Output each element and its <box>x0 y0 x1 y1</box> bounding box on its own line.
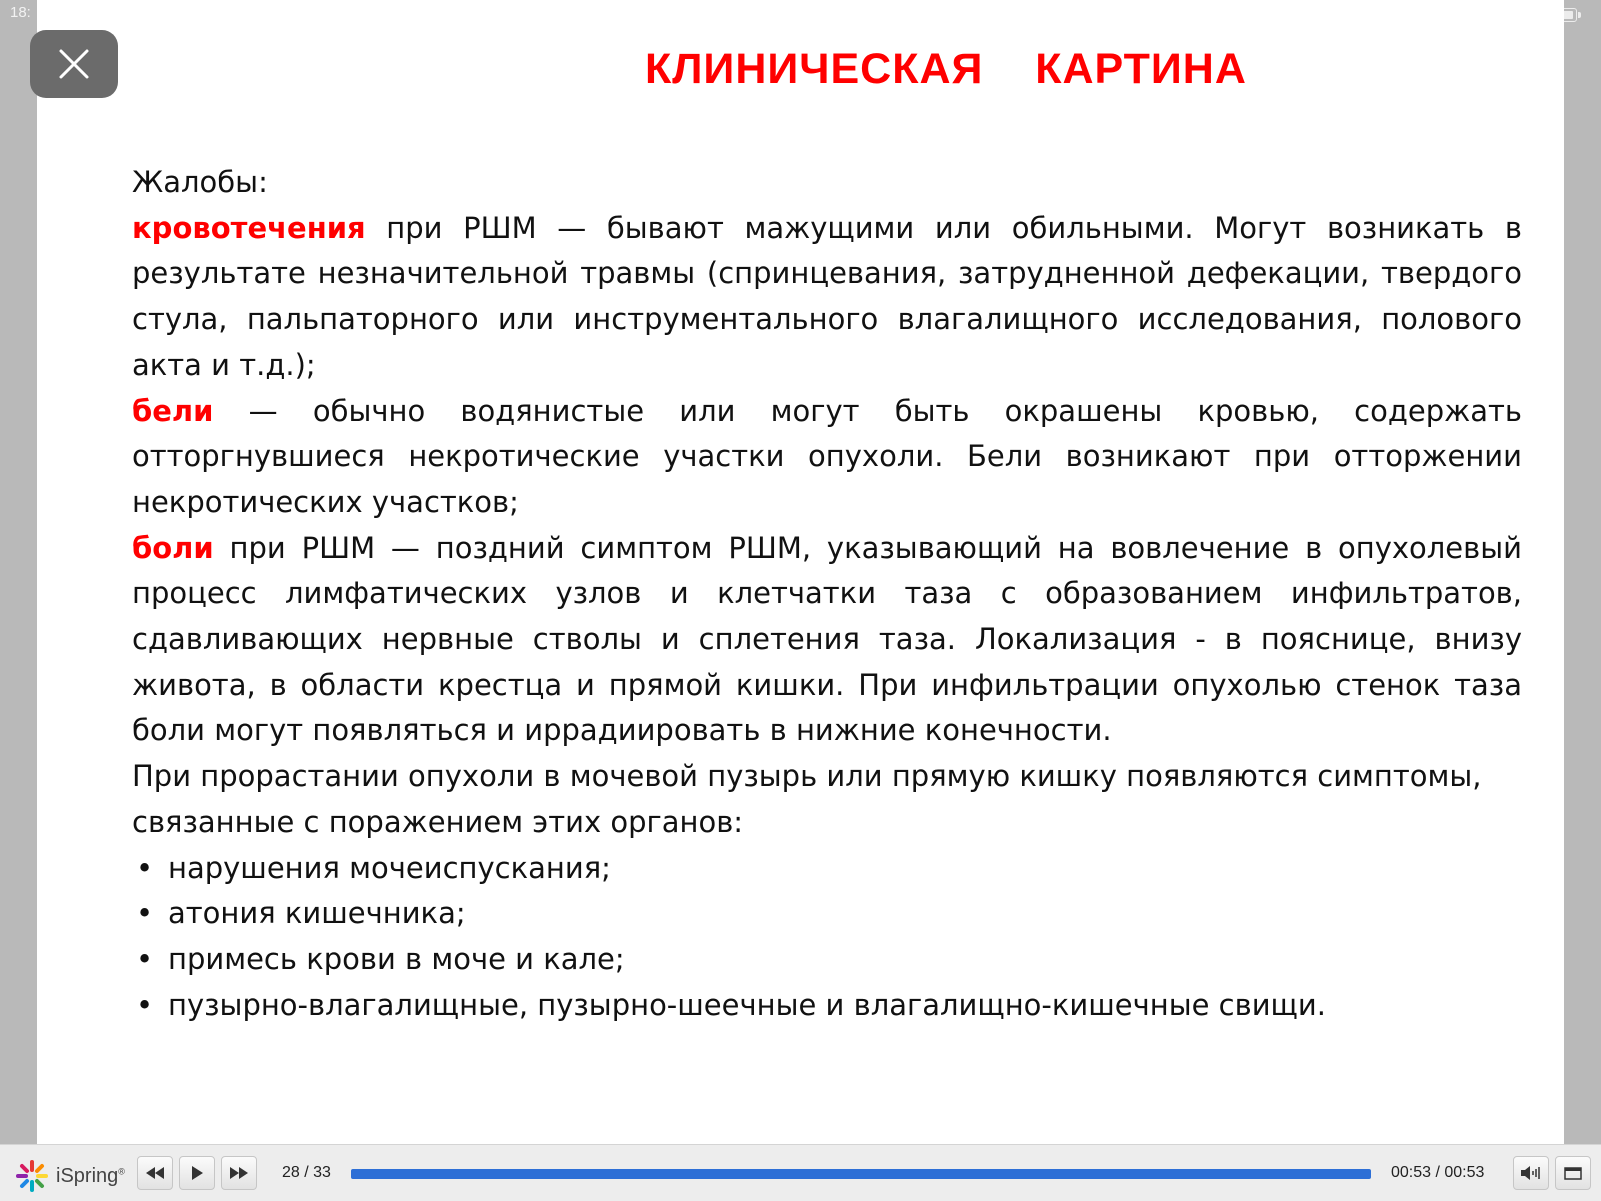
progress-fill <box>351 1169 1371 1179</box>
slide-counter: 28 / 33 <box>282 1164 331 1181</box>
fast-forward-icon <box>229 1166 249 1180</box>
player-bar <box>0 1144 1601 1201</box>
list-item: • нарушения мочеиспускания; <box>132 846 1522 892</box>
next-button[interactable] <box>221 1156 257 1190</box>
play-button[interactable] <box>179 1156 215 1190</box>
bleeding-term: кровотечения <box>132 210 366 245</box>
organs-paragraph: При прорастании опухоли в мочевой пузырь или прямую кишку появляются симптомы, связанные с поражением этих органов: <box>132 759 1482 839</box>
volume-icon <box>1520 1165 1542 1181</box>
discharge-term: бели <box>132 393 214 428</box>
slide-title: КЛИНИЧЕСКАЯ КАРТИНА <box>645 45 1247 93</box>
previous-button[interactable] <box>137 1156 173 1190</box>
status-time: 18: <box>10 4 31 21</box>
bleeding-paragraph <box>132 206 1522 389</box>
slide-canvas <box>37 0 1564 1144</box>
pain-text: при РШМ — поздний симптом РШМ, указывающий на вовлечение в опухолевый процесс лимфатических узлов и клетчатки таза с образованием инфильтратов, сдавливающих нервные стволы и сплетения таза. Локализация - в пояснице, внизу живота, в области крестца и прямой кишки. При инфильтрации опухолью стенок таза боли могут появляться и иррадиировать в нижние конечности. <box>132 530 1522 748</box>
list-item: • примесь крови в моче и кале; <box>132 937 1522 983</box>
symptom-list <box>132 846 1522 1029</box>
close-button[interactable] <box>30 30 118 98</box>
ispring-logo-icon <box>14 1158 50 1194</box>
bleeding-text: при РШМ — бывают мажущими или обильными. Могут возникать в результате незначительной травмы (спринцевания, затрудненной дефекации, твердого стула, пальпаторного или инструментального влагалищного исследования, полового акта и т.д.); <box>132 210 1522 382</box>
discharge-text: — обычно водянистые или могут быть окрашены кровью, содержать отторгнувшиеся некротические участки опухоли. Бели возникают при отторжении некротических участков; <box>132 393 1522 519</box>
fullscreen-button[interactable] <box>1555 1156 1591 1190</box>
pain-paragraph <box>132 526 1522 755</box>
discharge-paragraph <box>132 389 1522 526</box>
play-icon <box>190 1165 204 1181</box>
list-item: • атония кишечника; <box>132 891 1522 937</box>
list-item: • пузырно-влагалищные, пузырно-шеечные и влагалищно-кишечные свищи. <box>132 983 1522 1029</box>
complaints-label: Жалобы: <box>132 165 268 199</box>
fullscreen-icon <box>1563 1165 1583 1181</box>
slide-content <box>132 160 1522 1028</box>
pain-term: боли <box>132 530 214 565</box>
volume-button[interactable] <box>1513 1156 1549 1190</box>
progress-bar[interactable] <box>351 1169 1371 1179</box>
playback-time: 00:53 / 00:53 <box>1391 1164 1485 1181</box>
rewind-icon <box>145 1166 165 1180</box>
ispring-logo <box>14 1158 125 1194</box>
logo-text: iSpring® <box>56 1164 125 1187</box>
close-icon <box>57 47 91 81</box>
